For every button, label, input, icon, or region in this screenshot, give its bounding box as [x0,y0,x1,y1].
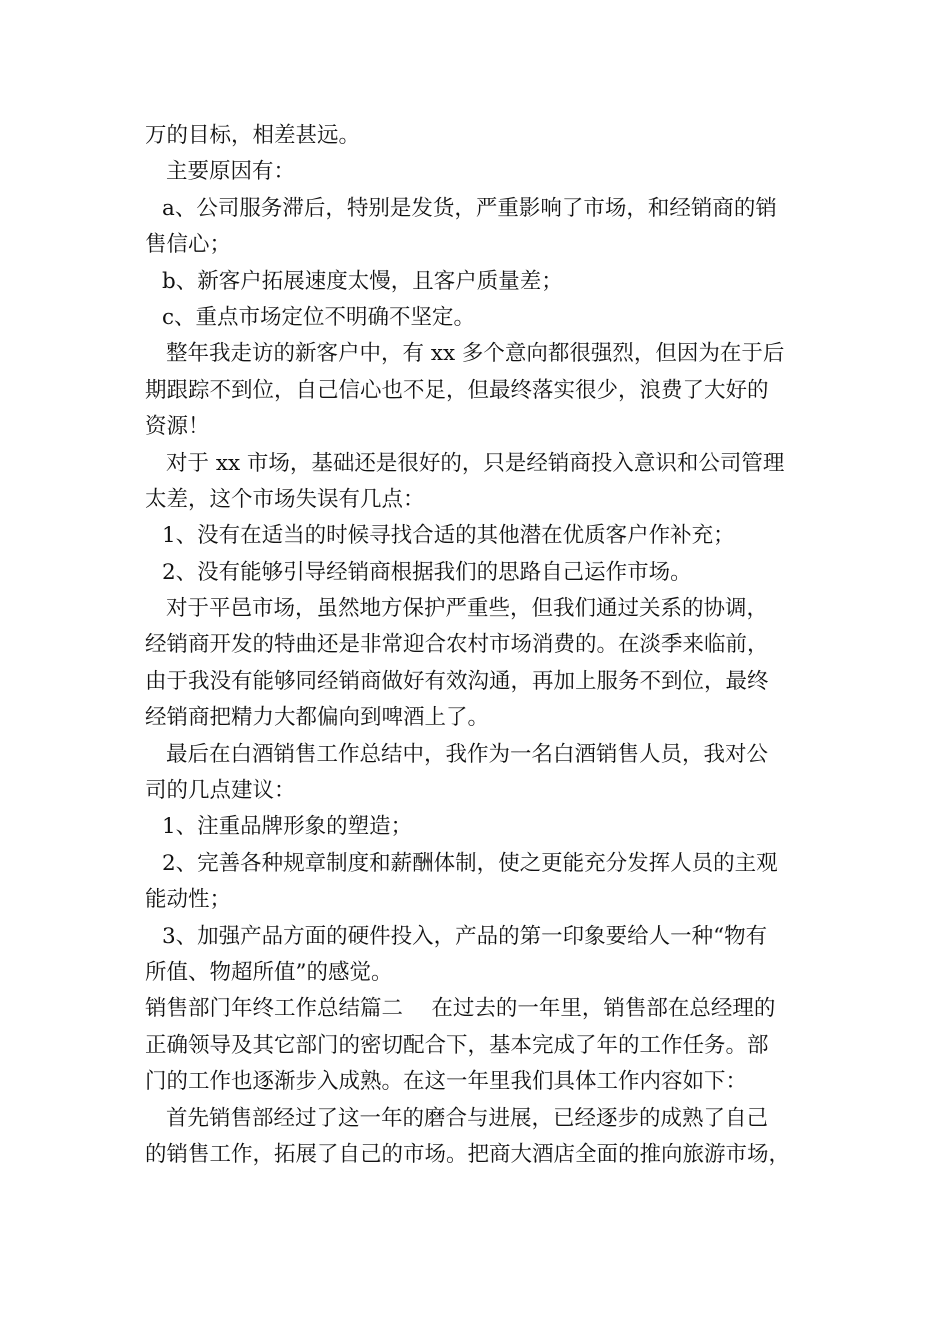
text-line: 由于我没有能够同经销商做好有效沟通，再加上服务不到位，最终 [145,668,769,694]
list-item: 1、没有在适当的时候寻找合适的其他潜在优质客户作补充； [162,523,735,549]
section-heading-line: 销售部门年终工作总结篇二 在过去的一年里，销售部在总经理的 [145,996,776,1022]
paragraph-start: 最后在白酒销售工作总结中，我作为一名白酒销售人员，我对公 [166,741,769,767]
text-line: 能动性； [145,887,232,913]
text-line: 期跟踪不到位，自己信心也不足，但最终落实很少，浪费了大好的 [145,377,769,403]
text-line: 资源！ [145,414,210,440]
document-body [145,118,820,1173]
text-line: 售信心； [145,232,232,258]
list-item: b、新客户拓展速度太慢，且客户质量差； [162,268,563,294]
paragraph-start: 首先销售部经过了这一年的磨合与进展，已经逐步的成熟了自己 [166,1105,769,1131]
text-line: 经销商开发的特曲还是非常迎合农村市场消费的。在淡季来临前， [145,632,769,658]
list-item: 1、注重品牌形象的塑造； [162,814,413,840]
paragraph-heading: 主要原因有： [166,159,296,185]
list-item: 3、加强产品方面的硬件投入，产品的第一印象要给人一种“物有 [162,923,768,949]
list-item: 2、完善各种规章制度和薪酬体制，使之更能充分发挥人员的主观 [162,850,778,876]
text-line: 所值、物超所值”的感觉。 [145,959,393,985]
text-line: 门的工作也逐渐步入成熟。在这一年里我们具体工作内容如下： [145,1069,748,1095]
text-line: 经销商把精力大都偏向到啤酒上了。 [145,705,490,731]
list-item: c、重点市场定位不明确不坚定。 [162,304,476,330]
paragraph-start: 整年我走访的新客户中，有 xx 多个意向都很强烈，但因为在于后 [166,341,785,367]
text-line: 的销售工作，拓展了自己的市场。把商大酒店全面的推向旅游市场， [145,1141,791,1167]
list-item: 2、没有能够引导经销商根据我们的思路自己运作市场。 [162,559,692,585]
text-line: 太差，这个市场失误有几点： [145,486,425,512]
list-item: a、公司服务滞后，特别是发货，严重影响了市场，和经销商的销 [162,195,777,221]
text-line: 正确领导及其它部门的密切配合下，基本完成了年的工作任务。部 [145,1032,769,1058]
text-line: 司的几点建议： [145,778,296,804]
paragraph-start: 对于平邑市场，虽然地方保护严重些，但我们通过关系的协调， [166,596,769,622]
text-line: 万的目标，相差甚远。 [145,123,361,148]
paragraph-start: 对于 xx 市场，基础还是很好的，只是经销商投入意识和公司管理 [166,450,785,476]
